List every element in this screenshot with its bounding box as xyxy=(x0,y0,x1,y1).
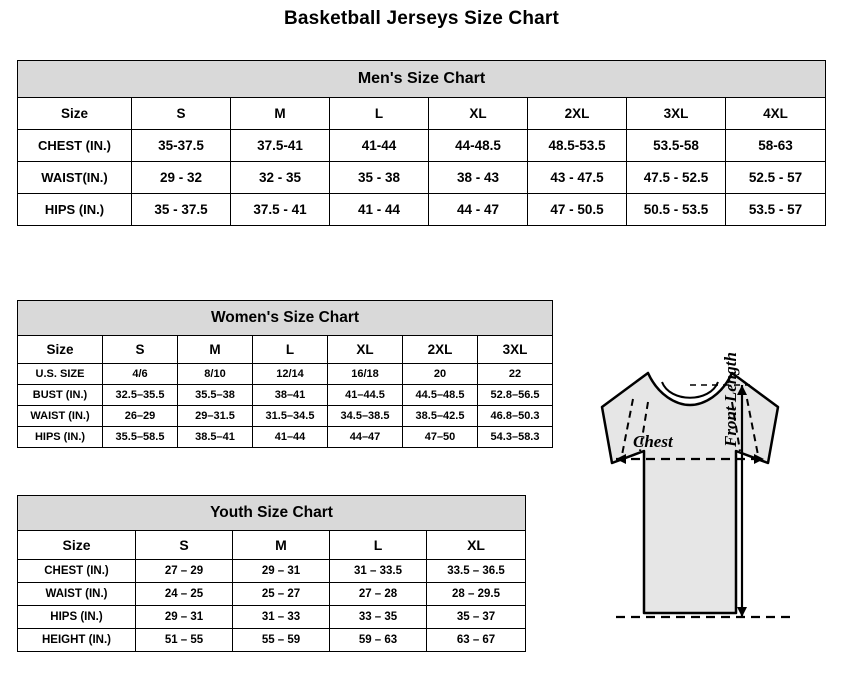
cell: 44.5–48.5 xyxy=(403,385,478,406)
cell: 41-44 xyxy=(330,130,429,162)
cell: 41–44 xyxy=(253,427,328,448)
row-label-chest: CHEST (IN.) xyxy=(18,560,136,583)
row-label-waist: WAIST(IN.) xyxy=(18,162,132,194)
mens-table-title: Men's Size Chart xyxy=(18,61,826,98)
cell: 31 – 33 xyxy=(233,606,330,629)
cell: 54.3–58.3 xyxy=(478,427,553,448)
cell: 34.5–38.5 xyxy=(328,406,403,427)
cell: 38–41 xyxy=(253,385,328,406)
cell: 8/10 xyxy=(178,364,253,385)
cell: 12/14 xyxy=(253,364,328,385)
col-header-size: Size xyxy=(18,98,132,130)
cell: 31.5–34.5 xyxy=(253,406,328,427)
col-header-size: Size xyxy=(18,336,103,364)
cell: 47–50 xyxy=(403,427,478,448)
col-header-s: S xyxy=(132,98,231,130)
table-row xyxy=(18,406,553,427)
cell: 41–44.5 xyxy=(328,385,403,406)
cell: 47 - 50.5 xyxy=(528,194,627,226)
row-label-chest: CHEST (IN.) xyxy=(18,130,132,162)
table-row xyxy=(18,385,553,406)
cell: 31 – 33.5 xyxy=(330,560,427,583)
table-row xyxy=(18,629,526,652)
table-row xyxy=(18,427,553,448)
cell: 38 - 43 xyxy=(429,162,528,194)
cell: 53.5 - 57 xyxy=(726,194,826,226)
table-title-row xyxy=(18,496,526,531)
table-row xyxy=(18,560,526,583)
cell: 35 - 38 xyxy=(330,162,429,194)
col-header-m: M xyxy=(233,531,330,560)
cell: 32 - 35 xyxy=(231,162,330,194)
col-header-3xl: 3XL xyxy=(478,336,553,364)
cell: 25 – 27 xyxy=(233,583,330,606)
col-header-4xl: 4XL xyxy=(726,98,826,130)
cell: 35.5–58.5 xyxy=(103,427,178,448)
table-title-row xyxy=(18,301,553,336)
table-row xyxy=(18,194,826,226)
col-header-l: L xyxy=(330,531,427,560)
col-header-size: Size xyxy=(18,531,136,560)
row-label-waist: WAIST (IN.) xyxy=(18,583,136,606)
cell: 28 – 29.5 xyxy=(427,583,526,606)
table-row xyxy=(18,606,526,629)
col-header-m: M xyxy=(231,98,330,130)
cell: 24 – 25 xyxy=(136,583,233,606)
col-header-m: M xyxy=(178,336,253,364)
table-header-row xyxy=(18,336,553,364)
cell: 44–47 xyxy=(328,427,403,448)
cell: 37.5-41 xyxy=(231,130,330,162)
cell: 29 – 31 xyxy=(136,606,233,629)
cell: 22 xyxy=(478,364,553,385)
cell: 53.5-58 xyxy=(627,130,726,162)
cell: 16/18 xyxy=(328,364,403,385)
youth-size-chart-table xyxy=(17,495,526,652)
cell: 33 – 35 xyxy=(330,606,427,629)
table-header-row xyxy=(18,531,526,560)
cell: 27 – 28 xyxy=(330,583,427,606)
cell: 52.5 - 57 xyxy=(726,162,826,194)
jersey-measurement-diagram xyxy=(540,352,840,670)
cell: 48.5-53.5 xyxy=(528,130,627,162)
cell: 32.5–35.5 xyxy=(103,385,178,406)
col-header-2xl: 2XL xyxy=(403,336,478,364)
cell: 29–31.5 xyxy=(178,406,253,427)
cell: 41 - 44 xyxy=(330,194,429,226)
row-label-height: HEIGHT (IN.) xyxy=(18,629,136,652)
cell: 46.8–50.3 xyxy=(478,406,553,427)
cell: 55 – 59 xyxy=(233,629,330,652)
col-header-s: S xyxy=(136,531,233,560)
cell: 63 – 67 xyxy=(427,629,526,652)
cell: 26–29 xyxy=(103,406,178,427)
front-length-measure-label: Front Length xyxy=(721,352,740,447)
table-row xyxy=(18,130,826,162)
col-header-2xl: 2XL xyxy=(528,98,627,130)
col-header-s: S xyxy=(103,336,178,364)
col-header-3xl: 3XL xyxy=(627,98,726,130)
jersey-shape-icon xyxy=(540,355,840,670)
womens-size-chart-table xyxy=(17,300,553,448)
cell: 35.5–38 xyxy=(178,385,253,406)
row-label-hips: HIPS (IN.) xyxy=(18,606,136,629)
col-header-xl: XL xyxy=(427,531,526,560)
youth-table-title: Youth Size Chart xyxy=(18,496,526,531)
table-header-row xyxy=(18,98,826,130)
mens-size-chart-table xyxy=(17,60,826,226)
col-header-xl: XL xyxy=(429,98,528,130)
cell: 29 - 32 xyxy=(132,162,231,194)
cell: 35-37.5 xyxy=(132,130,231,162)
table-row xyxy=(18,583,526,606)
row-label-hips: HIPS (IN.) xyxy=(18,194,132,226)
table-row xyxy=(18,364,553,385)
cell: 33.5 – 36.5 xyxy=(427,560,526,583)
cell: 58-63 xyxy=(726,130,826,162)
cell: 59 – 63 xyxy=(330,629,427,652)
chest-measure-label: Chest xyxy=(633,432,673,451)
cell: 37.5 - 41 xyxy=(231,194,330,226)
cell: 20 xyxy=(403,364,478,385)
table-row xyxy=(18,162,826,194)
cell: 38.5–42.5 xyxy=(403,406,478,427)
cell: 52.8–56.5 xyxy=(478,385,553,406)
page-title: Basketball Jerseys Size Chart xyxy=(283,8,560,29)
cell: 43 - 47.5 xyxy=(528,162,627,194)
row-label-us-size: U.S. SIZE xyxy=(18,364,103,385)
cell: 47.5 - 52.5 xyxy=(627,162,726,194)
cell: 29 – 31 xyxy=(233,560,330,583)
row-label-bust: BUST (IN.) xyxy=(18,385,103,406)
cell: 38.5–41 xyxy=(178,427,253,448)
row-label-hips: HIPS (IN.) xyxy=(18,427,103,448)
col-header-l: L xyxy=(330,98,429,130)
cell: 27 – 29 xyxy=(136,560,233,583)
table-title-row xyxy=(18,61,826,98)
col-header-xl: XL xyxy=(328,336,403,364)
cell: 35 – 37 xyxy=(427,606,526,629)
womens-table-title: Women's Size Chart xyxy=(18,301,553,336)
row-label-waist: WAIST (IN.) xyxy=(18,406,103,427)
cell: 35 - 37.5 xyxy=(132,194,231,226)
cell: 44-48.5 xyxy=(429,130,528,162)
cell: 51 – 55 xyxy=(136,629,233,652)
cell: 4/6 xyxy=(103,364,178,385)
col-header-l: L xyxy=(253,336,328,364)
cell: 50.5 - 53.5 xyxy=(627,194,726,226)
cell: 44 - 47 xyxy=(429,194,528,226)
